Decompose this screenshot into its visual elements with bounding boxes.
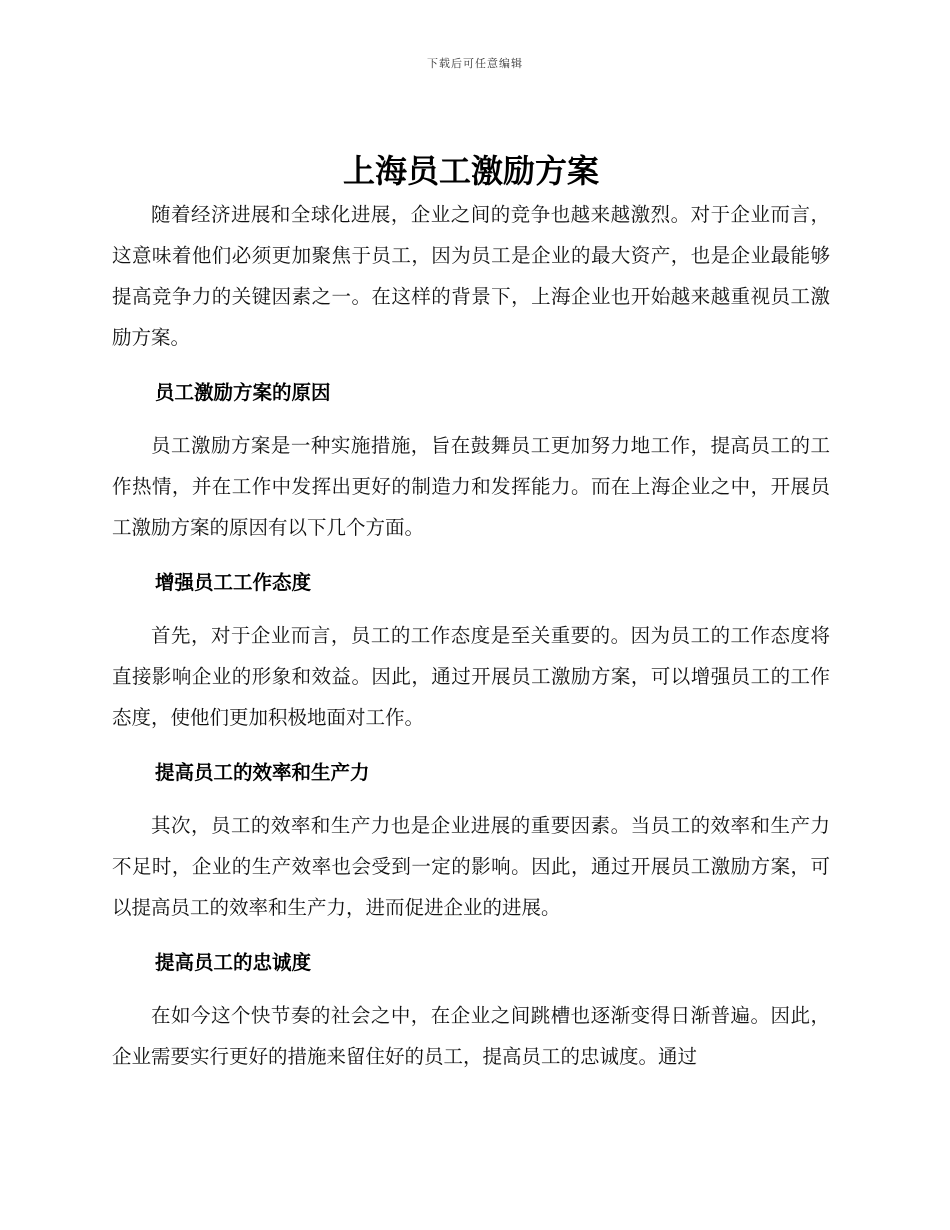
spacer — [112, 793, 830, 805]
section-heading-attitude: 增强员工工作态度 — [155, 571, 312, 594]
section-body-efficiency: 其次，员工的效率和生产力也是企业进展的重要因素。当员工的效率和生产力不足时，企业的生产效率也会受到一定的影响。因此，通过开展员工激励方案，可以提高员工的效率和生产力，进而促进企业的进展。 — [112, 814, 830, 919]
intro-paragraph: 随着经济进展和全球化进展，企业之间的竞争也越来越激烈。对于企业而言，这意味着他们必须更加聚焦于员工，因为员工是企业的最大资产，也是企业最能够提高竞争力的关键因素之一。在这样的背景下，上海企业也开始越来越重视员工激励方案。 — [112, 203, 830, 349]
document-content — [112, 148, 830, 1077]
section-body-attitude: 首先，对于企业而言，员工的工作态度是至关重要的。因为员工的工作态度将直接影响企业的形象和效益。因此，通过开展员工激励方案，可以增强员工的工作态度，使他们更加积极地面对工作。 — [112, 624, 830, 729]
spacer — [112, 738, 830, 752]
section-heading-reasons: 员工激励方案的原因 — [155, 381, 331, 404]
section-body-reasons: 员工激励方案是一种实施措施，旨在鼓舞员工更加努力地工作，提高员工的工作热情，并在工作中发挥出更好的制造力和发挥能力。而在上海企业之中，开展员工激励方案的原因有以下几个方面。 — [112, 434, 830, 539]
spacer — [112, 358, 830, 372]
section-heading-efficiency: 提高员工的效率和生产力 — [155, 761, 370, 784]
page-header-note: 下载后可任意编辑 — [427, 57, 523, 70]
document-title: 上海员工激励方案 — [342, 152, 599, 190]
spacer — [112, 928, 830, 942]
section-body-loyalty: 在如今这个快节奏的社会之中，在企业之间跳槽也逐渐变得日渐普遍。因此，企业需要实行更好的措施来留住好的员工，提高员工的忠诚度。通过 — [112, 1004, 830, 1068]
spacer — [112, 603, 830, 615]
spacer — [112, 548, 830, 562]
section-heading-loyalty: 提高员工的忠诚度 — [155, 951, 312, 974]
spacer — [112, 983, 830, 995]
spacer — [112, 413, 830, 425]
